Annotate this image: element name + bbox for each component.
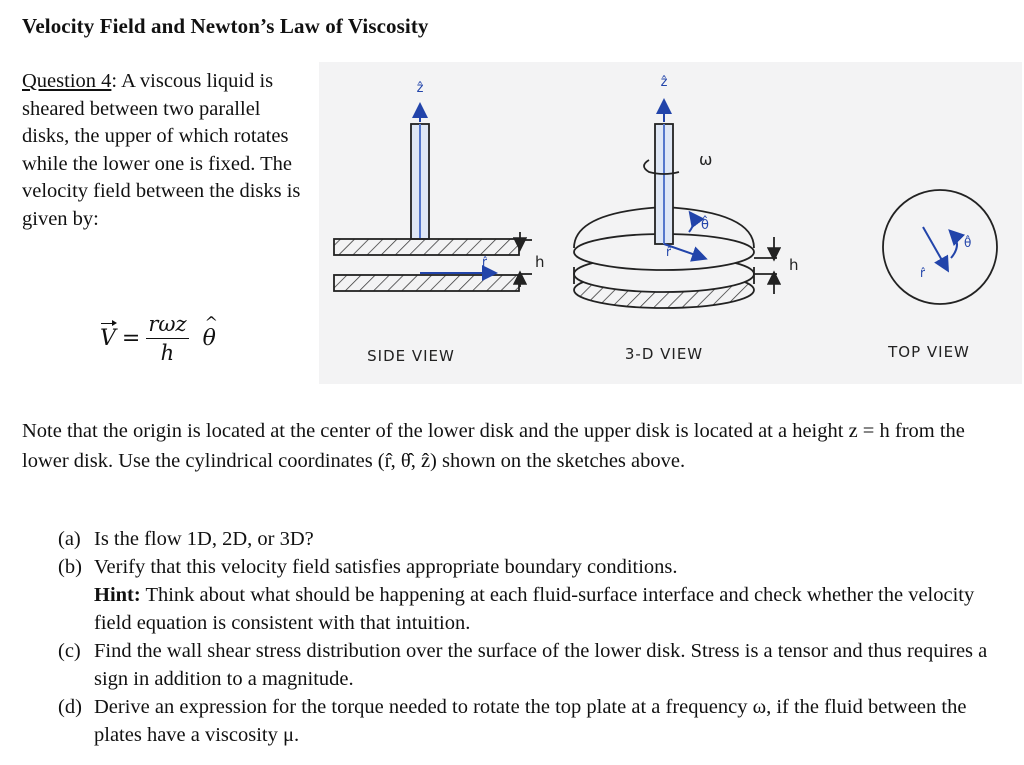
part-text: Verify that this velocity field satisfies appropriate boundary conditions.	[94, 556, 678, 578]
top-theta-hat: θ̂	[964, 236, 972, 250]
velocity-equation	[100, 312, 216, 365]
three-d-view-caption: 3-D VIEW	[624, 345, 704, 363]
side-view	[334, 106, 532, 291]
part-label: (b)	[58, 556, 82, 578]
hint	[58, 581, 988, 637]
side-r-hat: r̂	[482, 255, 487, 269]
top-view	[883, 190, 997, 304]
part-text: Is the flow 1D, 2D, or 3D?	[94, 528, 314, 550]
omega-label: ω	[699, 150, 713, 169]
note-paragraph: Note that the origin is located at the center of the lower disk and the upper disk is located at a height z = h from the lower disk. Use the cylindrical coordinates (r̂, θ̂, ẑ) shown on the sketches above.	[22, 420, 965, 472]
question-body: : A viscous liquid is sheared between two parallel disks, the upper of which rotates while the lower one is fixed. The velocity field between the disks is given by:	[22, 70, 301, 230]
three-d-h-label: h	[789, 256, 799, 274]
fraction	[146, 312, 188, 365]
question-parts	[58, 525, 988, 749]
part-label: (a)	[58, 528, 81, 550]
side-view-caption: SIDE VIEW	[367, 347, 455, 365]
theta-unit-vector: ^ θ	[203, 326, 216, 351]
three-d-theta-hat: θ̂	[701, 218, 709, 233]
part-d	[58, 693, 988, 749]
hand-drawn-sketch	[319, 62, 1022, 384]
three-d-z-hat: ẑ	[660, 75, 668, 90]
question-label: Question 4	[22, 70, 112, 92]
part-text: Derive an expression for the torque needed to rotate the top plate at a frequency ω, if the fluid between the plates have a viscosity μ.	[94, 696, 967, 746]
fraction-denominator: h	[160, 341, 175, 365]
top-r-hat: r̂	[920, 266, 925, 280]
sketch-drawing	[319, 62, 1022, 384]
top-view-caption: TOP VIEW	[888, 343, 970, 361]
part-label: (d)	[58, 696, 82, 718]
part-text: Find the wall shear stress distribution over the surface of the lower disk. Stress is a tensor and thus requires a sign in addition to a magnitude.	[94, 640, 988, 690]
fraction-numerator: rωz	[146, 312, 188, 339]
side-z-hat: ẑ	[416, 81, 424, 96]
hint-label: Hint:	[94, 584, 141, 606]
hint-text: Think about what should be happening at each fluid-surface interface and check whether the velocity field equation is consistent with that intuition.	[94, 584, 975, 634]
part-a	[58, 525, 988, 553]
three-d-view	[574, 102, 777, 308]
part-label: (c)	[58, 640, 81, 662]
three-d-r-hat: r̂	[666, 245, 671, 259]
equals-sign: =	[121, 326, 141, 351]
page-title: Velocity Field and Newton’s Law of Viscosity	[22, 14, 429, 38]
part-b	[58, 553, 988, 581]
question-text	[22, 68, 312, 233]
side-h-label: h	[535, 253, 545, 271]
velocity-vector-symbol: V	[100, 326, 116, 351]
part-c	[58, 637, 988, 693]
